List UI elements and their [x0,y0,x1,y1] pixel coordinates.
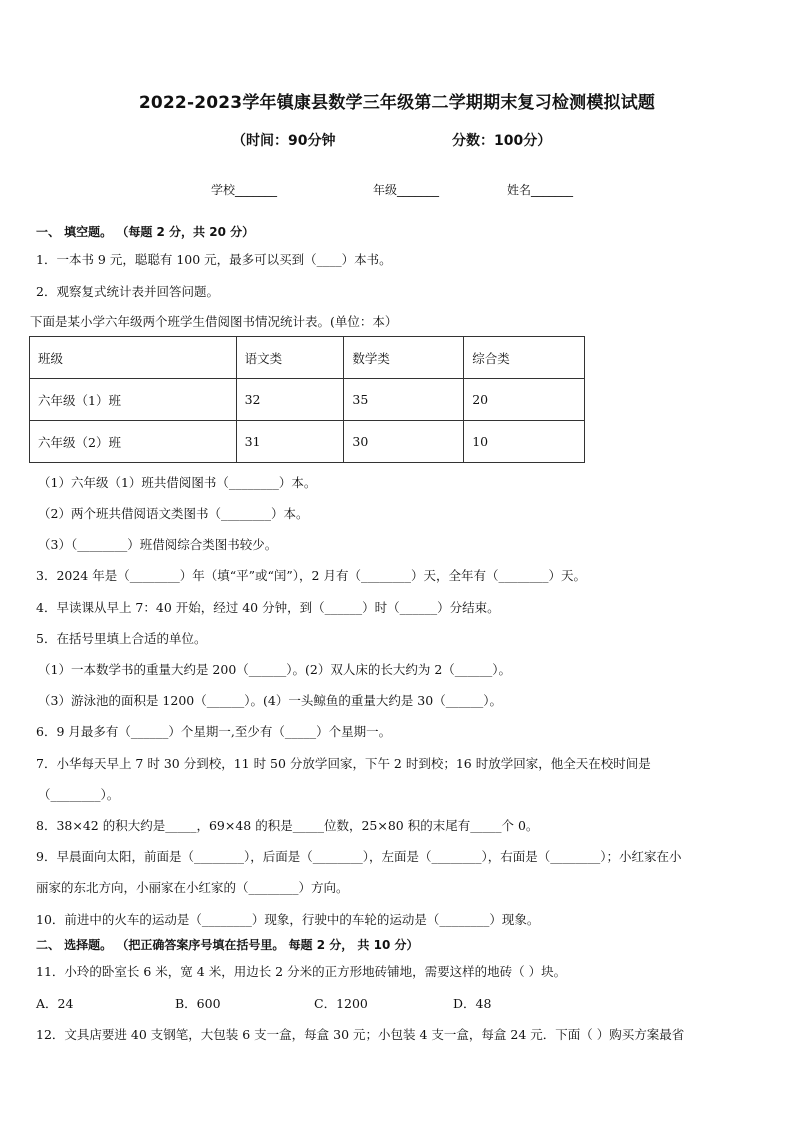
question-7: 7．小华每天早上 7 时 30 分到校，11 时 50 分放学回家，下午 2 时到校；16 时放学回家，他全天在校时间是 [36,756,651,771]
question-10: 10．前进中的火车的运动是（________）现象，行驶中的车轮的运动是（________）现象。 [36,912,540,927]
section-1-heading: 一、 填空题。 （每题 2 分，共 20 分） [36,225,255,239]
exam-score: 分数：100分） [452,133,552,149]
grade-field: 年级_______ [373,183,440,197]
table-cell: 31 [236,421,344,463]
section-2-heading: 二、 选择题。 （把正确答案序号填在括号里。 每题 2 分， 共 10 分） [36,938,419,952]
table-cell: 六年级（1）班 [30,379,237,421]
question-5: 5．在括号里填上合适的单位。 [36,631,207,646]
table-row [30,421,585,463]
question-3: 3．2024 年是（________）年（填“平”或“闰”），2 月有（________）天，全年有（________）天。 [36,568,586,583]
question-2-part-3: （3）（________）班借阅综合类图书较少。 [38,537,278,552]
question-11-option-b: B．600 [175,996,221,1011]
question-4: 4．早读课从早上 7：40 开始，经过 40 分钟，到（______）时（______）分结束。 [36,600,500,615]
table-cell: 35 [344,379,464,421]
table-cell: 20 [464,379,585,421]
table-cell: 10 [464,421,585,463]
question-1: 1．一本书 9 元，聪聪有 100 元，最多可以买到（____）本书。 [36,252,392,267]
table-cell: 六年级（2）班 [30,421,237,463]
question-11-option-a: A．24 [36,996,74,1011]
question-11-option-d: D．48 [453,996,492,1011]
exam-time: （时间：90分钟 [232,133,336,149]
table-header-cell: 数学类 [344,337,464,379]
table-header-row [30,337,585,379]
question-8: 8．38×42 的积大约是_____，69×48 的积是_____位数，25×80 积的末尾有_____个 0。 [36,818,539,833]
table-header-cell: 语文类 [236,337,344,379]
table-cell: 32 [236,379,344,421]
question-6: 6．9 月最多有（______）个星期一,至少有（_____）个星期一。 [36,724,392,739]
question-2-intro: 下面是某小学六年级两个班学生借阅图书情况统计表。(单位：本） [30,314,398,329]
stats-table [29,336,585,463]
table-header-cell: 综合类 [464,337,585,379]
table-cell: 30 [344,421,464,463]
question-9-continued: 丽家的东北方向，小丽家在小红家的（________）方向。 [36,880,349,895]
table-row [30,379,585,421]
question-7-continued: （________）。 [38,787,120,802]
question-2: 2．观察复式统计表并回答问题。 [36,284,219,299]
question-2-part-1: （1）六年级（1）班共借阅图书（________）本。 [38,475,317,490]
name-field: 姓名_______ [507,183,574,197]
question-5-parts-1-2: （1）一本数学书的重量大约是 200（______）。(2）双人床的长大约为 2（______）。 [38,662,512,677]
question-9: 9．早晨面向太阳，前面是（________），后面是（________），左面是（________），右面是（________）；小红家在小 [36,849,682,864]
school-field: 学校_______ [211,183,278,197]
table-header-cell: 班级 [30,337,237,379]
question-11: 11．小玲的卧室长 6 米，宽 4 米，用边长 2 分米的正方形地砖铺地，需要这样的地砖（ ）块。 [36,964,567,979]
question-5-parts-3-4: （3）游泳池的面积是 1200（______）。(4）一头鲸鱼的重量大约是 30（______）。 [38,693,502,708]
question-11-option-c: C．1200 [314,996,368,1011]
page-title: 2022-2023学年镇康县数学三年级第二学期期末复习检测模拟试题 [138,93,656,113]
question-2-part-2: （2）两个班共借阅语文类图书（________）本。 [38,506,309,521]
question-12: 12．文具店要进 40 支钢笔，大包装 6 支一盒，每盒 30 元；小包装 4 支一盒，每盒 24 元．下面（ ）购买方案最省 [36,1027,685,1042]
